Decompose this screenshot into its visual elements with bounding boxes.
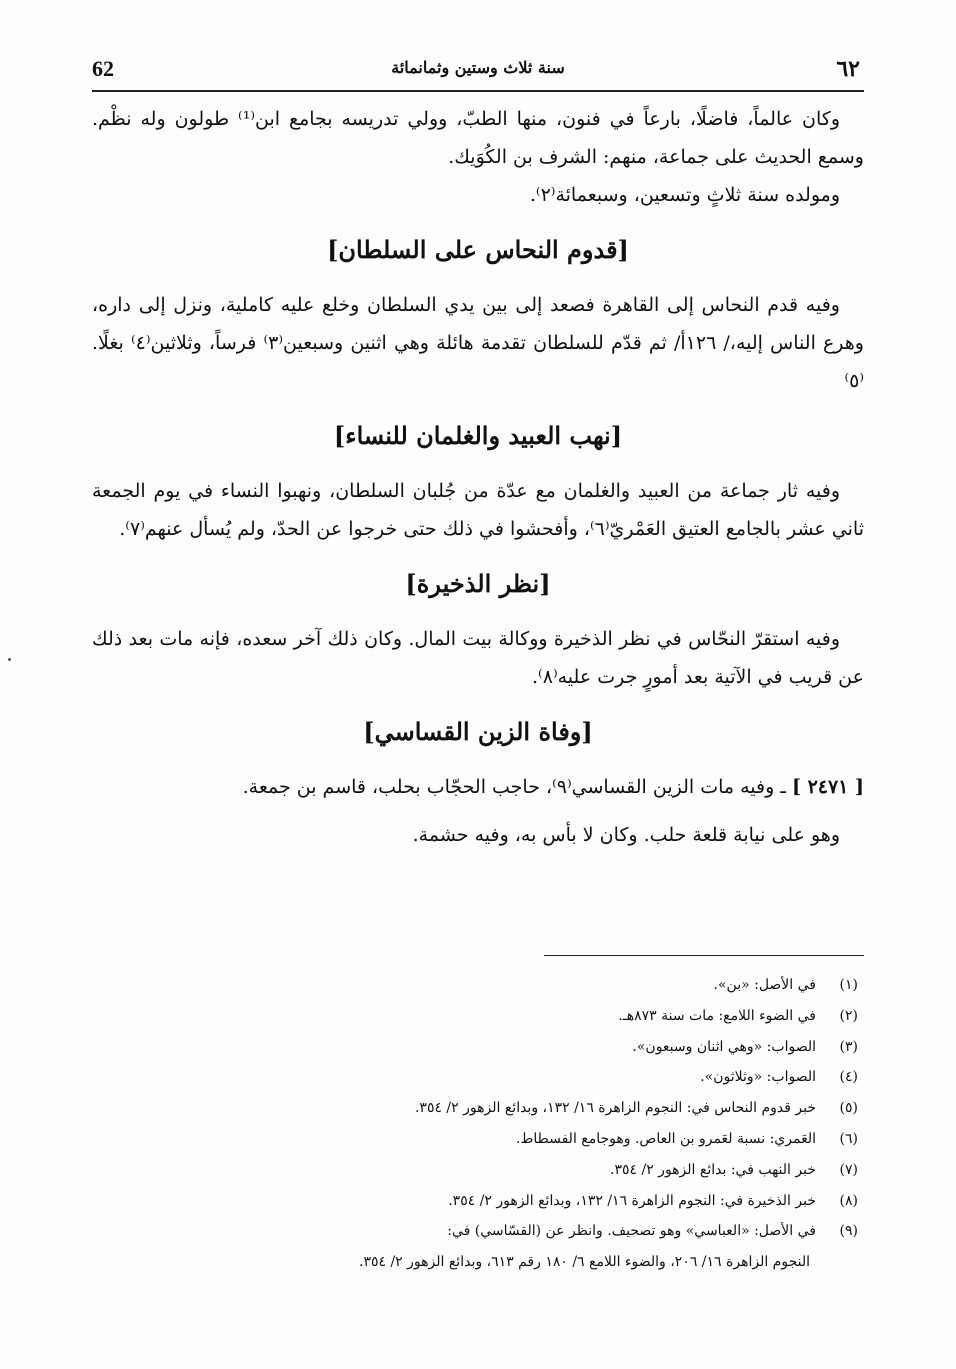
page-header [92, 52, 864, 92]
main-text [92, 100, 864, 854]
footnote-text: في الأصل: «بن». [713, 977, 816, 993]
paragraph-6-text: ـ وفيه مات الزين القساسي⁽٩⁾، حاجب الحجّاب بحلب، قاسم بن جمعة. [242, 776, 792, 798]
footnote-4 [92, 1062, 864, 1093]
footnote-number: (٦) [839, 1130, 858, 1147]
footnote-text: خبر قدوم النحاس في: النجوم الزاهرة ١٦/ ١٣٢، وبدائع الزهور ٢/ ٣٥٤. [414, 1100, 816, 1117]
footnote-7 [92, 1155, 864, 1186]
footnote-text: الصواب: «وثلاثون». [700, 1069, 816, 1086]
footnote-9 [92, 1216, 864, 1278]
footnote-number: (٩) [839, 1223, 858, 1240]
paragraph-1: وكان عالماً، فاضلًا، بارعاً في فنون، منها الطبّ، وولي تدريسه بجامع ابن⁽¹⁾ طولون وله نظْم. وسمع الحديث على جماعة، منهم: الشرف بن الكُوَيك. [92, 108, 864, 168]
scan-speck [8, 658, 11, 661]
paragraph-2: ومولده سنة ثلاثٍ وتسعين، وسبعمائة⁽٢⁾. [529, 184, 840, 206]
footnote-number: (٥) [839, 1100, 858, 1117]
footnote-1 [92, 970, 864, 1001]
page-number-latin: 62 [92, 56, 114, 81]
footnote-6 [92, 1124, 864, 1155]
page-number-arabic: ٦٢ [836, 56, 860, 82]
paragraph-7: وهو على نيابة قلعة حلب. وكان لا بأس به، وفيه حشمة. [412, 824, 840, 846]
section-heading-4: [وفاة الزين القساسي] [363, 717, 593, 746]
footnote-8 [92, 1186, 864, 1217]
footnotes [92, 955, 864, 1278]
footnote-text: في الأصل: «العباسي» وهو تصحيف. وانظر عن (القسّاسي) في: [447, 1223, 816, 1240]
footnote-number: (٣) [839, 1038, 858, 1055]
footnote-3 [92, 1032, 864, 1063]
footnote-number: (٧) [839, 1161, 858, 1178]
footnote-divider [544, 955, 864, 956]
footnote-continuation: النجوم الزاهرة ١٦/ ٢٠٦، والضوء اللامع ٦/ ١٨٠ رقم ٦١٣، وبدائع الزهور ٢/ ٣٥٤. [358, 1254, 810, 1271]
footnote-text: الصواب: «وهي اثنان وسبعون». [632, 1038, 816, 1055]
footnote-number: (١) [839, 977, 858, 993]
footnote-text: العَمري: نسبة لعَمرو بن العاص. وهوجامع الفسطاط. [515, 1130, 816, 1147]
footnote-number: (٤) [839, 1069, 858, 1086]
footnote-5 [92, 1093, 864, 1124]
paragraph-6 [92, 768, 864, 806]
footnote-text: في الضوء اللامع: مات سنة ٨٧٣هـ. [618, 1007, 816, 1024]
paragraph-4: وفيه ثار جماعة من العبيد والغلمان مع عدّة من جُلبان السلطان، ونهبوا النساء في يوم الجمعة ثاني عشر بالجامع العتيق العَمْريّ⁽٦⁾، وأفحشوا في ذلك حتى خرجوا عن الحدّ، ولم يُسأل عنهم⁽٧⁾. [92, 480, 864, 540]
paragraph-3: وفيه قدم النحاس إلى القاهرة فصعد إلى بين يدي السلطان وخلع عليه كاملية، ونزل إلى داره، وهرع الناس إليه،/ ١٢٦أ/ ثم قدّم للسلطان تقدمة هائلة وهي اثنين وسبعين⁽٣⁾ فرساً، وثلاثين⁽٤⁾ بغلًا.⁽٥⁾ [92, 294, 864, 392]
footnote-2 [92, 1001, 864, 1032]
entry-number: [ ٢٤٧١ ] [791, 776, 864, 798]
running-title: سنة ثلاث وستين وثمانمائة [391, 58, 565, 77]
footnote-number: (٢) [839, 1007, 858, 1024]
section-heading-1: [قدوم النحاس على السلطان] [327, 235, 629, 264]
section-heading-3: [نظر الذخيرة] [405, 569, 551, 598]
paragraph-5: وفيه استقرّ النحّاس في نظر الذخيرة ووكالة بيت المال. وكان ذلك آخر سعده، فإنه مات بعد ذلك عن قريب في الآتية بعد أمورٍ جرت عليه⁽٨⁾. [92, 628, 864, 688]
footnote-text: خبر النهب في: بدائع الزهور ٢/ ٣٥٤. [610, 1161, 816, 1178]
footnote-text: خبر الذخيرة في: النجوم الزاهرة ١٦/ ١٣٢، وبدائع الزهور ٢/ ٣٥٤. [448, 1192, 816, 1209]
section-heading-2: [نهب العبيد والغلمان للنساء] [333, 421, 623, 450]
footnote-number: (٨) [839, 1192, 858, 1209]
